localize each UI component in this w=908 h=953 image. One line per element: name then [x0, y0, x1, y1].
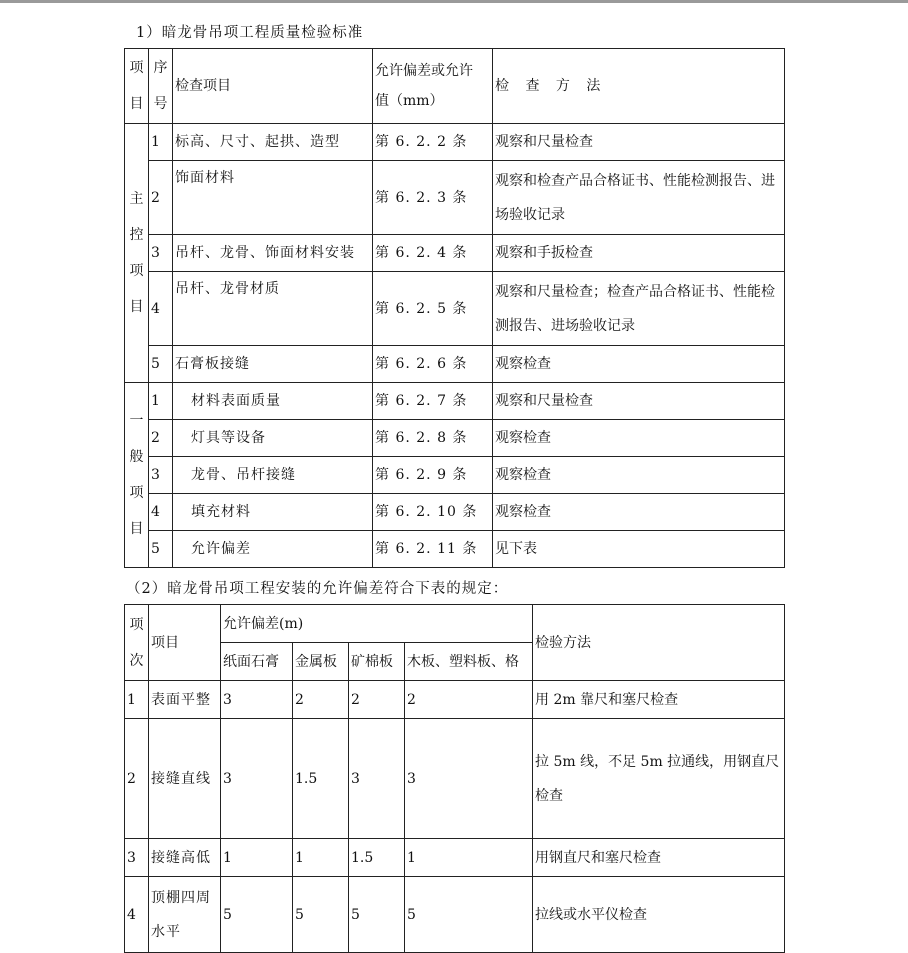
row-clause: 第 6. 2. 4 条 — [373, 235, 493, 272]
row-item: 接缝直线 — [149, 719, 221, 839]
row-method: 观察和尺量检查 — [493, 124, 785, 161]
row-method: 拉线或水平仪检查 — [533, 877, 785, 953]
row-clause: 第 6. 2. 11 条 — [373, 531, 493, 568]
table-row — [125, 719, 785, 839]
quality-inspection-table — [124, 48, 785, 568]
row-value: 2 — [405, 681, 533, 719]
row-value: 1.5 — [293, 719, 349, 839]
header-method: 检 查 方 法 — [493, 49, 785, 124]
row-method: 用 2m 靠尺和塞尺检查 — [533, 681, 785, 719]
header-method: 检验方法 — [533, 605, 785, 681]
row-method: 观察和尺量检查；检查产品合格证书、性能检测报告、进场验收记录 — [493, 272, 785, 346]
header-tolerance: 允许偏差(m) — [221, 605, 533, 643]
table-row — [125, 161, 785, 235]
header-material: 纸面石膏 — [221, 643, 293, 681]
row-item: 顶棚四周水平 — [149, 877, 221, 953]
row-seq: 5 — [149, 531, 173, 568]
row-item: 表面平整 — [149, 681, 221, 719]
row-seq: 1 — [149, 383, 173, 420]
row-clause: 第 6. 2. 10 条 — [373, 494, 493, 531]
row-method: 观察检查 — [493, 457, 785, 494]
row-item: 吊杆、龙骨、饰面材料安装 — [173, 235, 373, 272]
row-value: 2 — [349, 681, 405, 719]
header-item: 项目 — [149, 605, 221, 681]
row-seq: 3 — [149, 457, 173, 494]
table-row — [125, 877, 785, 953]
section1-title: 1）暗龙骨吊项工程质量检验标准 — [136, 25, 364, 41]
row-item: 吊杆、龙骨材质 — [173, 272, 373, 346]
header-seq: 序 号 — [149, 49, 173, 124]
row-value: 1.5 — [349, 839, 405, 877]
row-method: 观察和手扳检查 — [493, 235, 785, 272]
group-main-label: 主 控 项 目 — [125, 124, 149, 383]
row-value: 5 — [349, 877, 405, 953]
header-no: 项 次 — [125, 605, 149, 681]
row-clause: 第 6. 2. 8 条 — [373, 420, 493, 457]
table-header-row — [125, 49, 785, 124]
table-row — [125, 235, 785, 272]
row-value: 2 — [293, 681, 349, 719]
row-value: 3 — [349, 719, 405, 839]
row-no: 1 — [125, 681, 149, 719]
table-row — [125, 383, 785, 420]
table-row — [125, 420, 785, 457]
row-item: 饰面材料 — [173, 161, 373, 235]
row-item: 灯具等设备 — [173, 420, 373, 457]
header-material: 木板、塑料板、格 — [405, 643, 533, 681]
row-seq: 1 — [149, 124, 173, 161]
row-item: 龙骨、吊杆接缝 — [173, 457, 373, 494]
section2-title: （2）暗龙骨吊项工程安装的允许偏差符合下表的规定： — [126, 581, 509, 597]
installation-tolerance-table — [124, 604, 785, 953]
table-header-row — [125, 605, 785, 643]
row-seq: 2 — [149, 161, 173, 235]
header-material: 矿棉板 — [349, 643, 405, 681]
table-row — [125, 457, 785, 494]
row-item: 标高、尺寸、起拱、造型 — [173, 124, 373, 161]
row-seq: 3 — [149, 235, 173, 272]
row-value: 1 — [221, 839, 293, 877]
row-seq: 4 — [149, 272, 173, 346]
row-no: 4 — [125, 877, 149, 953]
table-row — [125, 272, 785, 346]
row-method: 观察检查 — [493, 346, 785, 383]
row-item: 填充材料 — [173, 494, 373, 531]
row-value: 3 — [405, 719, 533, 839]
group-general-label: 一 般 项 目 — [125, 383, 149, 568]
row-item: 石膏板接缝 — [173, 346, 373, 383]
row-seq: 2 — [149, 420, 173, 457]
header-material: 金属板 — [293, 643, 349, 681]
row-method: 观察检查 — [493, 494, 785, 531]
row-method: 拉 5m 线，不足 5m 拉通线，用钢直尺检查 — [533, 719, 785, 839]
row-value: 5 — [405, 877, 533, 953]
row-clause: 第 6. 2. 9 条 — [373, 457, 493, 494]
row-value: 3 — [221, 681, 293, 719]
table-row — [125, 531, 785, 568]
row-clause: 第 6. 2. 5 条 — [373, 272, 493, 346]
row-seq: 4 — [149, 494, 173, 531]
row-item: 接缝高低 — [149, 839, 221, 877]
row-no: 2 — [125, 719, 149, 839]
row-value: 5 — [221, 877, 293, 953]
row-method: 用钢直尺和塞尺检查 — [533, 839, 785, 877]
row-value: 5 — [293, 877, 349, 953]
row-method: 见下表 — [493, 531, 785, 568]
table-row — [125, 124, 785, 161]
table-row — [125, 839, 785, 877]
table-row — [125, 346, 785, 383]
row-value: 1 — [405, 839, 533, 877]
header-category: 项 目 — [125, 49, 149, 124]
row-method: 观察和检查产品合格证书、性能检测报告、进场验收记录 — [493, 161, 785, 235]
table-row — [125, 494, 785, 531]
row-clause: 第 6. 2. 7 条 — [373, 383, 493, 420]
row-clause: 第 6. 2. 3 条 — [373, 161, 493, 235]
top-border-line — [0, 0, 908, 3]
row-seq: 5 — [149, 346, 173, 383]
row-value: 1 — [293, 839, 349, 877]
row-method: 观察检查 — [493, 420, 785, 457]
row-item: 材料表面质量 — [173, 383, 373, 420]
row-method: 观察和尺量检查 — [493, 383, 785, 420]
row-value: 3 — [221, 719, 293, 839]
row-no: 3 — [125, 839, 149, 877]
header-item: 检查项目 — [173, 49, 373, 124]
row-clause: 第 6. 2. 2 条 — [373, 124, 493, 161]
table-row — [125, 681, 785, 719]
row-item: 允许偏差 — [173, 531, 373, 568]
row-clause: 第 6. 2. 6 条 — [373, 346, 493, 383]
header-tolerance: 允许偏差或允许 值（mm） — [373, 49, 493, 124]
